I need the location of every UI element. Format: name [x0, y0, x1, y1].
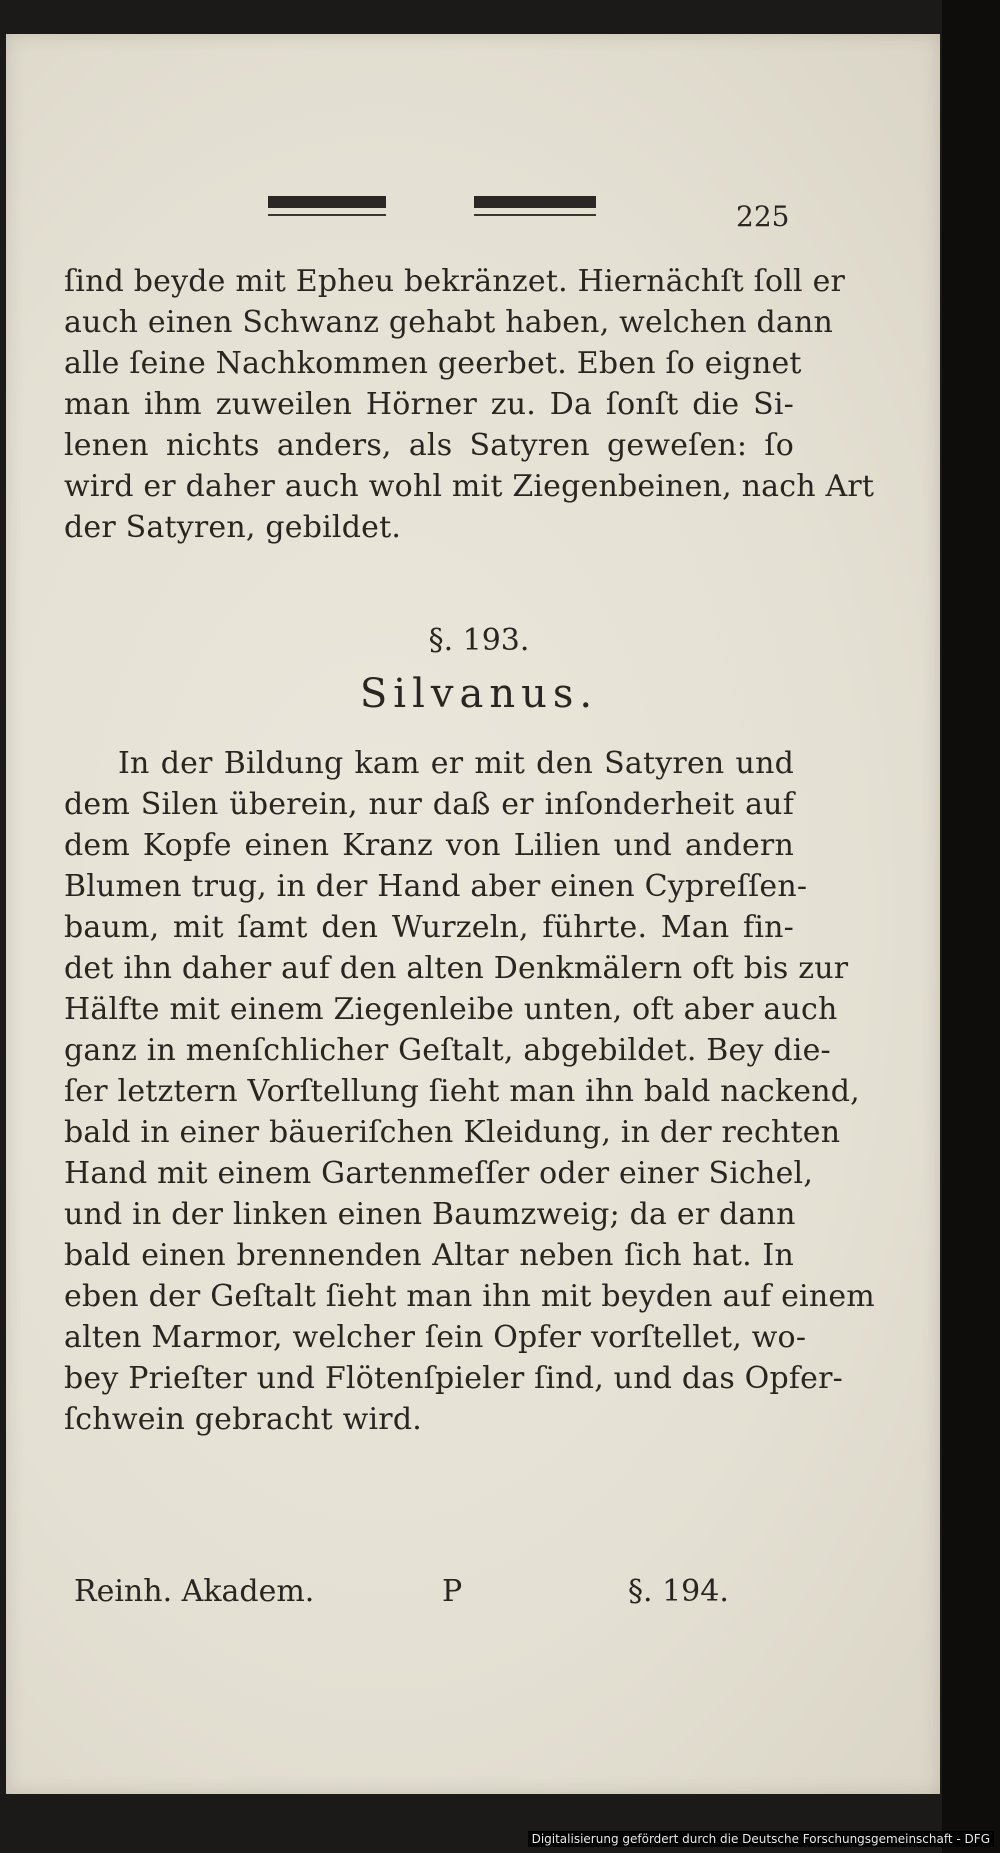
- section-title: Silvanus.: [359, 671, 599, 717]
- text-line: Hand mit einem Gartenmeſſer oder einer Sichel,: [64, 1156, 814, 1191]
- text-line: alle ſeine Nachkommen geerbet. Eben ſo eignet: [64, 346, 802, 381]
- text-line: det ihn daher auf den alten Denkmälern oft bis zur: [64, 951, 849, 986]
- book-page: [6, 34, 940, 1794]
- text-line: ganz in menſchlicher Geſtalt, abgebildet. Bey die-: [64, 1033, 831, 1068]
- text-line: bald in einer bäueriſchen Kleidung, in der rechten: [64, 1115, 841, 1150]
- page-number: 225: [736, 200, 790, 233]
- digitization-credit: Digitalisierung gefördert durch die Deutsche Forschungsgemeinschaft - DFG: [528, 1831, 994, 1847]
- text-line: baum, mit ſamt den Wurzeln, führte. Man fin-: [64, 910, 794, 945]
- header-ornament-left: [268, 196, 386, 208]
- footer-title: Reinh. Akadem.: [74, 1574, 315, 1609]
- section-number: §. 193.: [428, 623, 530, 658]
- text-line: alten Marmor, welcher ſein Opfer vorſtellet, wo-: [64, 1320, 807, 1355]
- text-line: man ihm zuweilen Hörner zu. Da ſonſt die Si-: [64, 387, 794, 422]
- text-line: und in der linken einen Baumzweig; da er dann: [64, 1197, 796, 1232]
- scan-border: [942, 0, 1000, 1853]
- text-line: eben der Geſtalt ſieht man ihn mit beyden auf einem: [64, 1279, 875, 1314]
- text-line: Hälfte mit einem Ziegenleibe unten, oft aber auch: [64, 992, 838, 1027]
- text-line: auch einen Schwanz gehabt haben, welchen dann: [64, 305, 834, 340]
- text-line: ſchwein gebracht wird.: [64, 1402, 422, 1437]
- text-line: ſer letztern Vorſtellung ſieht man ihn bald nackend,: [64, 1074, 860, 1109]
- text-line: lenen nichts anders, als Satyren geweſen: ſo: [64, 428, 794, 463]
- text-line: der Satyren, gebildet.: [64, 510, 402, 545]
- text-line: In der Bildung kam er mit den Satyren und: [118, 746, 794, 781]
- text-line: bald einen brennenden Altar neben ſich hat. In: [64, 1238, 794, 1273]
- text-line: dem Silen überein, nur daß er inſonderheit auf: [64, 787, 794, 822]
- text-line: ſind beyde mit Epheu bekränzet. Hiernächſt ſoll er: [64, 264, 846, 299]
- header-ornament-right: [474, 196, 596, 208]
- text-line: Blumen trug, in der Hand aber einen Cypreſſen-: [64, 869, 808, 904]
- text-line: wird er daher auch wohl mit Ziegenbeinen, nach Art: [64, 469, 875, 504]
- signature-mark: P: [442, 1574, 463, 1609]
- catchword: §. 194.: [628, 1574, 729, 1609]
- text-line: dem Kopfe einen Kranz von Lilien und andern: [64, 828, 794, 863]
- text-line: bey Prieſter und Flötenſpieler ſind, und das Opfer-: [64, 1361, 844, 1396]
